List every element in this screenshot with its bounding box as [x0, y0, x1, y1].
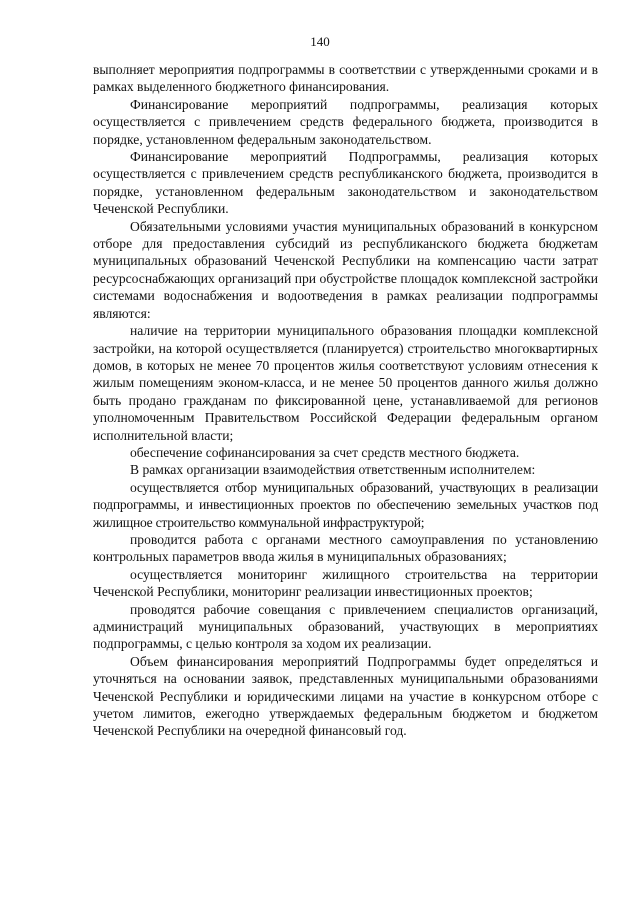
paragraph-local-government-work: проводится работа с органами местного самоуправления по установлению контрольных параметров ввода жилья в муниципальных образованиях; [93, 531, 598, 565]
paragraph-republic-funding: Финансирование мероприятий Подпрограммы, реализация которых осуществляется с привлечением средств республиканского бюджета, производится в порядке, установленном федеральным законодательством и законодательством Чеченской Республики. [93, 149, 598, 217]
paragraph-continuation: выполняет мероприятия подпрограммы в соответствии с утвержденными сроками и в рамках выделенного бюджетного финансирования. [93, 62, 598, 95]
paragraph-monitoring: осуществляется мониторинг жилищного строительства на территории Чеченской Республики, мониторинг реализации инвестиционных проектов; [93, 566, 598, 600]
page-number: 140 [310, 34, 330, 49]
paragraph-participation-conditions: Обязательными условиями участия муниципальных образований в конкурсном отборе для предоставления субсидий из республиканского бюджета бюджетам муниципальных образований Чеченской Республики на компенсацию части затрат ресурсоснабжающих организаций при обустройстве площадок комплексной застройки системами водоснабжения и водоотведения в рамках реализации подпрограммы являются: [93, 218, 598, 321]
paragraph-condition-cofinancing: обеспечение софинансирования за счет средств местного бюджета. [130, 444, 520, 460]
document-body [93, 61, 598, 740]
paragraph-condition-site: наличие на территории муниципального образования площадки комплексной застройки, на которой осуществляется (планируется) строительство многоквартирных домов, в которых не менее 70 процентов жилья соответствуют условиям отнесения к жилым помещениям эконом-класса, и не менее 50 процентов данного жилья должно быть продано гражданам по фиксированной цене, устанавливаемой для регионов уполномоченным Правительством Российской Федерации федеральным органом исполнительной власти; [93, 323, 598, 443]
paragraph-selection: осуществляется отбор муниципальных образований, участвующих в реализации подпрограммы, и инвестиционных проектов по обеспечению земельных участков под жилищное строительство коммунальной инфраструктурой; [93, 479, 598, 530]
paragraph-meetings: проводятся рабочие совещания с привлечением специалистов организаций, администраций муниципальных образований, участвующих в мероприятиях подпрограммы, с целью контроля за ходом их реализации. [93, 601, 598, 652]
paragraph-funding-volume: Объем финансирования мероприятий Подпрограммы будет определяться и уточняться на основании заявок, представленных муниципальными образованиями Чеченской Республики и юридическими лицами на участие в конкурсном отборе с учетом лимитов, ежегодно утверждаемых федеральным бюджетом и бюджетом Чеченской Республики на очередной финансовый год. [93, 653, 598, 739]
paragraph-federal-funding: Финансирование мероприятий подпрограммы, реализация которых осуществляется с привлечением средств федерального бюджета, производится в порядке, установленном федеральным законодательством. [93, 96, 598, 147]
paragraph-interaction-intro: В рамках организации взаимодействия ответственным исполнителем: [130, 462, 536, 478]
